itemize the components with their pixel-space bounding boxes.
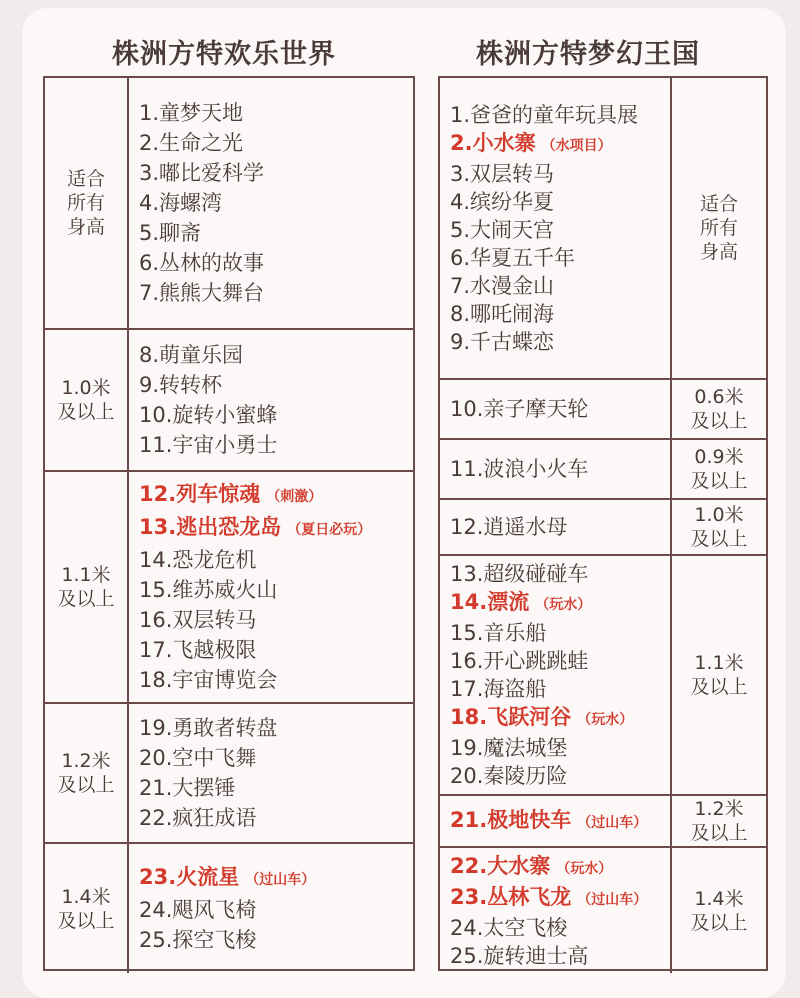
attraction-name: 11.宇宙小勇士 — [139, 433, 278, 457]
height-requirement-cell — [45, 472, 129, 702]
attraction-name: 17.海盗船 — [450, 677, 547, 701]
attraction-item — [139, 545, 413, 575]
attraction-item — [450, 129, 670, 160]
attraction-item — [139, 665, 413, 695]
right-group-row — [440, 554, 766, 794]
height-requirement-cell — [672, 500, 766, 554]
height-requirement-cell — [672, 78, 766, 378]
attraction-note: （过山车） — [577, 814, 648, 831]
attraction-item — [450, 300, 670, 328]
attraction-item — [450, 942, 670, 970]
attraction-name: 14.漂流 — [450, 590, 530, 614]
attraction-item — [139, 479, 413, 512]
right-group-row — [440, 78, 766, 378]
attraction-item — [450, 328, 670, 356]
attraction-item — [139, 803, 413, 833]
attraction-name: 4.海螺湾 — [139, 191, 223, 215]
attraction-name: 6.丛林的故事 — [139, 251, 265, 275]
attraction-item — [139, 158, 413, 188]
attraction-note: （水项目） — [541, 137, 612, 154]
attraction-item — [450, 560, 670, 588]
attraction-item — [139, 430, 413, 460]
right-park-table — [438, 76, 768, 971]
attraction-name: 18.宇宙博览会 — [139, 668, 278, 692]
attraction-item — [139, 248, 413, 278]
attraction-name: 5.聊斋 — [139, 221, 202, 245]
attraction-name: 11.波浪小火车 — [450, 457, 589, 481]
attraction-name: 25.探空飞梭 — [139, 928, 257, 952]
attraction-name: 25.旋转迪士高 — [450, 943, 589, 968]
attraction-name: 24.太空飞梭 — [450, 915, 568, 940]
attraction-item — [450, 647, 670, 675]
attraction-name: 9.千古蝶恋 — [450, 329, 555, 354]
attraction-list — [440, 500, 672, 554]
attraction-name: 3.双层转马 — [450, 161, 555, 186]
height-requirement-label: 0.9米 及以上 — [690, 446, 748, 492]
height-requirement-cell — [672, 796, 766, 846]
attraction-item — [139, 188, 413, 218]
attraction-name: 14.恐龙危机 — [139, 548, 257, 572]
attraction-name: 15.维苏威火山 — [139, 578, 278, 602]
attraction-list — [440, 380, 672, 438]
height-requirement-label: 1.4米 及以上 — [690, 887, 748, 934]
height-requirement-label: 1.1米 及以上 — [57, 564, 115, 610]
height-requirement-label: 1.0米 及以上 — [690, 504, 748, 550]
attraction-item — [450, 101, 670, 129]
attraction-name: 13.超级碰碰车 — [450, 562, 589, 586]
height-requirement-label: 0.6米 及以上 — [690, 386, 748, 432]
attraction-name: 22.疯狂成语 — [139, 806, 257, 830]
attraction-name: 7.熊熊大舞台 — [139, 281, 265, 305]
attraction-note: （玩水） — [577, 712, 634, 728]
attraction-item — [450, 883, 670, 914]
right-group-row — [440, 438, 766, 498]
attraction-item — [139, 340, 413, 370]
attraction-note: （夏日必玩） — [287, 522, 372, 538]
attraction-item — [139, 605, 413, 635]
attraction-item — [139, 98, 413, 128]
attraction-list — [129, 704, 413, 842]
height-requirement-cell — [672, 380, 766, 438]
attraction-name: 12.逍遥水母 — [450, 515, 568, 539]
attraction-name: 5.大闹天宫 — [450, 217, 555, 242]
height-requirement-cell — [672, 556, 766, 794]
attraction-name: 15.音乐船 — [450, 621, 547, 645]
attraction-name: 23.火流星 — [139, 865, 240, 889]
attraction-list — [440, 78, 672, 378]
attraction-name: 4.缤纷华夏 — [450, 189, 555, 214]
right-group-row — [440, 378, 766, 438]
left-group-row — [45, 78, 413, 328]
left-group-row — [45, 842, 413, 973]
attraction-item — [139, 862, 413, 895]
attraction-item — [450, 513, 670, 541]
attraction-name: 17.飞越极限 — [139, 638, 257, 662]
attraction-list — [440, 848, 672, 973]
attraction-list — [129, 844, 413, 973]
attraction-item — [450, 619, 670, 647]
height-requirement-cell — [672, 440, 766, 498]
attraction-item — [450, 188, 670, 216]
height-requirement-cell — [45, 78, 129, 328]
left-group-row — [45, 328, 413, 470]
attraction-list — [129, 330, 413, 470]
attraction-name: 7.水漫金山 — [450, 273, 555, 298]
attraction-item — [139, 370, 413, 400]
height-requirement-label: 1.2米 及以上 — [57, 750, 115, 796]
attraction-item — [450, 455, 670, 483]
height-requirement-cell — [45, 330, 129, 470]
attraction-list — [129, 78, 413, 328]
attraction-note: （玩水） — [556, 860, 613, 877]
right-group-row — [440, 794, 766, 846]
attraction-name: 12.列车惊魂 — [139, 482, 261, 506]
right-group-row — [440, 846, 766, 973]
attraction-name: 22.大水寨 — [450, 853, 551, 878]
attraction-note: （过山车） — [245, 872, 316, 888]
attraction-name: 24.飓风飞椅 — [139, 898, 257, 922]
height-requirement-label: 1.0米 及以上 — [57, 377, 115, 423]
attraction-item — [450, 675, 670, 703]
attraction-item — [139, 575, 413, 605]
attraction-item — [450, 762, 670, 790]
attraction-item — [139, 400, 413, 430]
attraction-item — [139, 218, 413, 248]
attraction-item — [139, 743, 413, 773]
attraction-name: 8.哪吒闹海 — [450, 301, 555, 326]
height-requirement-label: 适合 所有 身高 — [66, 168, 105, 238]
left-group-row — [45, 702, 413, 842]
left-park-title: 株洲方特欢乐世界 — [112, 39, 336, 70]
attraction-item — [450, 588, 670, 619]
attraction-name: 10.亲子摩天轮 — [450, 397, 589, 421]
attraction-item — [139, 773, 413, 803]
right-group-row — [440, 498, 766, 554]
attraction-name: 2.生命之光 — [139, 131, 244, 155]
attraction-list — [129, 472, 413, 702]
attraction-item — [450, 914, 670, 942]
attraction-name: 8.萌童乐园 — [139, 343, 244, 367]
right-park-title: 株洲方特梦幻王国 — [476, 39, 700, 70]
attraction-name: 1.童梦天地 — [139, 101, 244, 125]
height-requirement-label: 1.4米 及以上 — [57, 885, 115, 932]
attraction-item — [450, 806, 670, 837]
attraction-name: 6.华夏五千年 — [450, 245, 576, 270]
attraction-name: 2.小水寨 — [450, 130, 536, 155]
attraction-item — [450, 703, 670, 734]
attraction-name: 21.大摆锤 — [139, 776, 236, 800]
height-requirement-label: 1.2米 及以上 — [690, 798, 748, 844]
attraction-item — [139, 713, 413, 743]
attraction-list — [440, 440, 672, 498]
attraction-list — [440, 556, 672, 794]
attraction-item — [450, 244, 670, 272]
attraction-item — [450, 216, 670, 244]
left-group-row — [45, 470, 413, 702]
attraction-item — [139, 895, 413, 925]
attraction-name: 20.秦陵历险 — [450, 764, 568, 788]
height-requirement-cell — [45, 844, 129, 973]
height-requirement-cell — [45, 704, 129, 842]
attraction-name: 19.勇敢者转盘 — [139, 716, 278, 740]
attraction-name: 21.极地快车 — [450, 807, 572, 832]
attraction-list — [440, 796, 672, 846]
attraction-item — [139, 925, 413, 955]
attraction-item — [450, 395, 670, 423]
height-requirement-label: 适合 所有 身高 — [699, 193, 738, 263]
attraction-item — [139, 128, 413, 158]
attraction-name: 10.旋转小蜜蜂 — [139, 403, 278, 427]
attraction-name: 23.丛林飞龙 — [450, 884, 572, 909]
attraction-name: 13.逃出恐龙岛 — [139, 515, 282, 539]
attraction-name: 16.双层转马 — [139, 608, 257, 632]
attraction-name: 18.飞跃河谷 — [450, 705, 572, 729]
attraction-note: （刺激） — [266, 489, 323, 505]
attraction-item — [450, 852, 670, 883]
attraction-name: 3.嘟比爱科学 — [139, 161, 265, 185]
attraction-note: （玩水） — [535, 597, 592, 613]
attraction-item — [450, 734, 670, 762]
left-park-table — [43, 76, 415, 971]
attraction-name: 19.魔法城堡 — [450, 736, 568, 760]
height-requirement-label: 1.1米 及以上 — [690, 652, 748, 698]
attraction-item — [139, 512, 413, 545]
attraction-name: 16.开心跳跳蛙 — [450, 649, 589, 673]
attraction-note: （过山车） — [577, 891, 648, 908]
attraction-name: 20.空中飞舞 — [139, 746, 257, 770]
height-requirement-cell — [672, 848, 766, 973]
attraction-item — [450, 160, 670, 188]
attraction-item — [139, 278, 413, 308]
attraction-item — [139, 635, 413, 665]
attraction-name: 9.转转杯 — [139, 373, 223, 397]
attraction-item — [450, 272, 670, 300]
attraction-name: 1.爸爸的童年玩具展 — [450, 102, 639, 127]
